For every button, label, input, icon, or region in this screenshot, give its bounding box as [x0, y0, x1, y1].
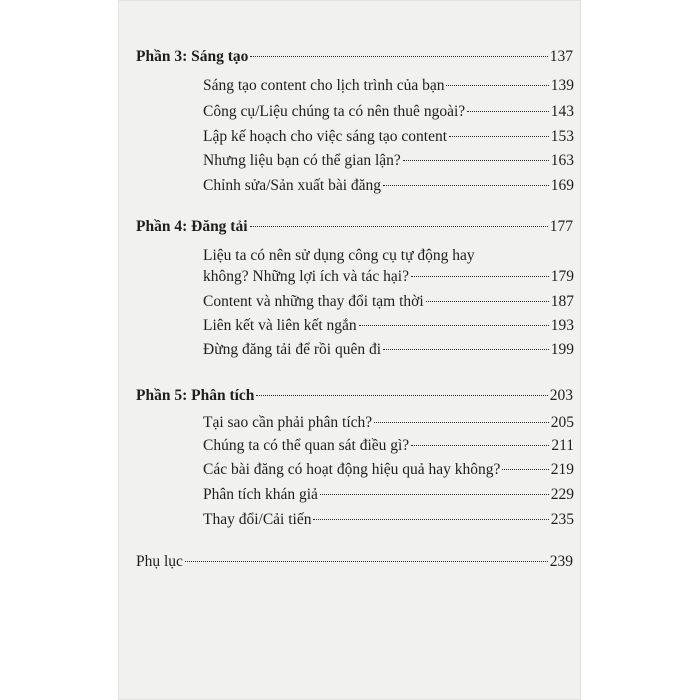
item-title: Lập kế hoạch cho việc sáng tạo content	[203, 128, 448, 145]
item-title: Đừng đăng tải để rồi quên đi	[203, 341, 382, 358]
table-of-contents	[118, 0, 581, 700]
dot-leader	[250, 226, 548, 227]
item-title: Các bài đăng có hoạt động hiệu quả hay không?	[203, 461, 501, 478]
toc-item	[118, 412, 581, 434]
toc-item	[118, 75, 581, 97]
section-title: Phần 3: Sáng tạo	[136, 48, 249, 65]
item-title: Sáng tạo content cho lịch trình của bạn	[203, 77, 445, 94]
item-title: Tại sao cần phải phân tích?	[203, 414, 373, 431]
item-title: Nhưng liệu bạn có thể gian lận?	[203, 152, 401, 169]
toc-section-part-3	[118, 46, 581, 68]
toc-item	[118, 175, 581, 197]
dot-leader	[320, 494, 549, 495]
dot-leader	[403, 160, 549, 161]
page-number: 199	[550, 341, 574, 358]
toc-item	[118, 291, 581, 313]
page-number: 169	[550, 177, 574, 194]
page-number: 139	[550, 77, 574, 94]
toc-item	[118, 315, 581, 337]
page-number: 179	[550, 268, 574, 285]
toc-item	[118, 509, 581, 531]
page-number: 177	[549, 218, 573, 235]
toc-item	[118, 435, 581, 457]
toc-item	[118, 150, 581, 172]
toc-item	[118, 339, 581, 361]
dot-leader	[256, 395, 547, 396]
toc-item-line-1	[118, 245, 581, 267]
dot-leader	[426, 301, 549, 302]
page-number: 219	[550, 461, 574, 478]
dot-leader	[250, 56, 547, 57]
toc-appendix	[118, 551, 581, 573]
toc-item	[118, 459, 581, 481]
dot-leader	[374, 422, 549, 423]
dot-leader	[411, 276, 549, 277]
book-page	[118, 0, 581, 700]
page-number: 203	[549, 387, 573, 404]
page-number: 153	[550, 128, 574, 145]
page-number: 205	[550, 414, 574, 431]
appendix-title: Phụ lục	[136, 553, 183, 570]
page-number: 187	[550, 293, 574, 310]
page-number: 163	[550, 152, 574, 169]
item-title: Phân tích khán giả	[203, 486, 318, 503]
page-number: 235	[550, 511, 574, 528]
toc-section-part-4	[118, 216, 581, 238]
item-title: Liệu ta có nên sử dụng công cụ tự động hay	[203, 247, 475, 264]
page-number: 211	[551, 437, 574, 454]
dot-leader	[446, 85, 548, 86]
page-number: 229	[550, 486, 574, 503]
item-title: Chỉnh sửa/Sản xuất bài đăng	[203, 177, 382, 194]
dot-leader	[185, 561, 548, 562]
item-title: Chúng ta có thể quan sát điều gì?	[203, 437, 410, 454]
dot-leader	[383, 349, 549, 350]
dot-leader	[449, 136, 549, 137]
dot-leader	[383, 185, 549, 186]
dot-leader	[467, 111, 549, 112]
toc-item	[118, 484, 581, 506]
toc-item	[118, 126, 581, 148]
dot-leader	[411, 445, 549, 446]
item-title: Liên kết và liên kết ngắn	[203, 317, 357, 334]
page-number: 239	[549, 553, 573, 570]
toc-section-part-5	[118, 385, 581, 407]
toc-item	[118, 101, 581, 123]
dot-leader	[502, 469, 548, 470]
page-number: 143	[550, 103, 574, 120]
section-title: Phần 5: Phân tích	[136, 387, 255, 404]
toc-item	[118, 266, 581, 288]
dot-leader	[359, 325, 549, 326]
page-number: 193	[550, 317, 574, 334]
item-title: Công cụ/Liệu chúng ta có nên thuê ngoài?	[203, 103, 466, 120]
page-number: 137	[549, 48, 573, 65]
section-title: Phần 4: Đăng tải	[136, 218, 248, 235]
item-title: Thay đổi/Cải tiến	[203, 511, 312, 528]
dot-leader	[313, 519, 548, 520]
item-title-line-2: không? Những lợi ích và tác hại?	[203, 268, 409, 285]
item-title: Content và những thay đổi tạm thời	[203, 293, 424, 310]
